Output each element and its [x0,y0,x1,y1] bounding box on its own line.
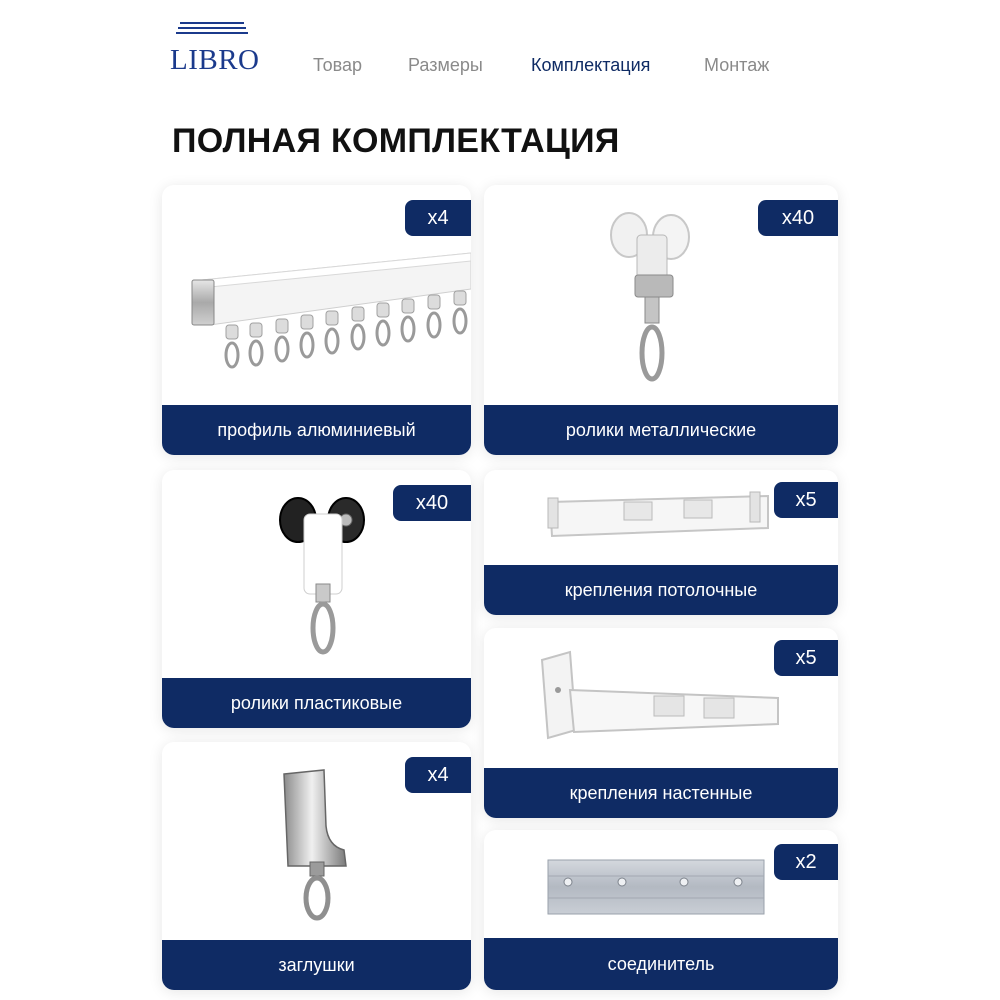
nav-item-product[interactable]: Товар [313,55,362,75]
ceiling-bracket-icon [544,488,774,548]
item-label: ролики металлические [484,405,838,455]
nav-item-installation[interactable]: Монтаж [704,55,770,75]
item-label: крепления потолочные [484,565,838,615]
item-card-wall-brackets [484,628,838,818]
item-label: заглушки [162,940,471,990]
quantity-badge: x5 [774,640,838,676]
item-card-ceiling-brackets [484,470,838,615]
item-card-plastic-rollers [162,470,471,728]
brand-name: LIBRO [170,44,260,76]
plastic-roller-icon [272,488,372,663]
quantity-badge: x40 [758,200,838,236]
nav-item-sizes[interactable]: Размеры [408,55,483,75]
item-card-connector [484,830,838,990]
item-label: профиль алюминиевый [162,405,471,455]
metal-roller-icon [599,205,699,385]
logo-roof-icon [176,22,248,36]
quantity-badge: x4 [405,200,471,236]
item-label: соединитель [484,938,838,990]
item-label: крепления настенные [484,768,838,818]
item-card-end-caps [162,742,471,990]
quantity-badge: x40 [393,485,471,521]
brand-logo[interactable] [170,22,260,78]
page-title: ПОЛНАЯ КОМПЛЕКТАЦИЯ [172,122,620,160]
aluminum-profile-icon [162,225,471,405]
item-card-metal-rollers [484,185,838,455]
quantity-badge: x5 [774,482,838,518]
item-label: ролики пластиковые [162,678,471,728]
quantity-badge: x4 [405,757,471,793]
quantity-badge: x2 [774,844,838,880]
end-cap-icon [272,766,362,926]
item-card-profile [162,185,471,455]
wall-bracket-icon [534,650,784,750]
nav-item-contents[interactable]: Комплектация [531,55,651,75]
connector-icon [546,858,766,918]
